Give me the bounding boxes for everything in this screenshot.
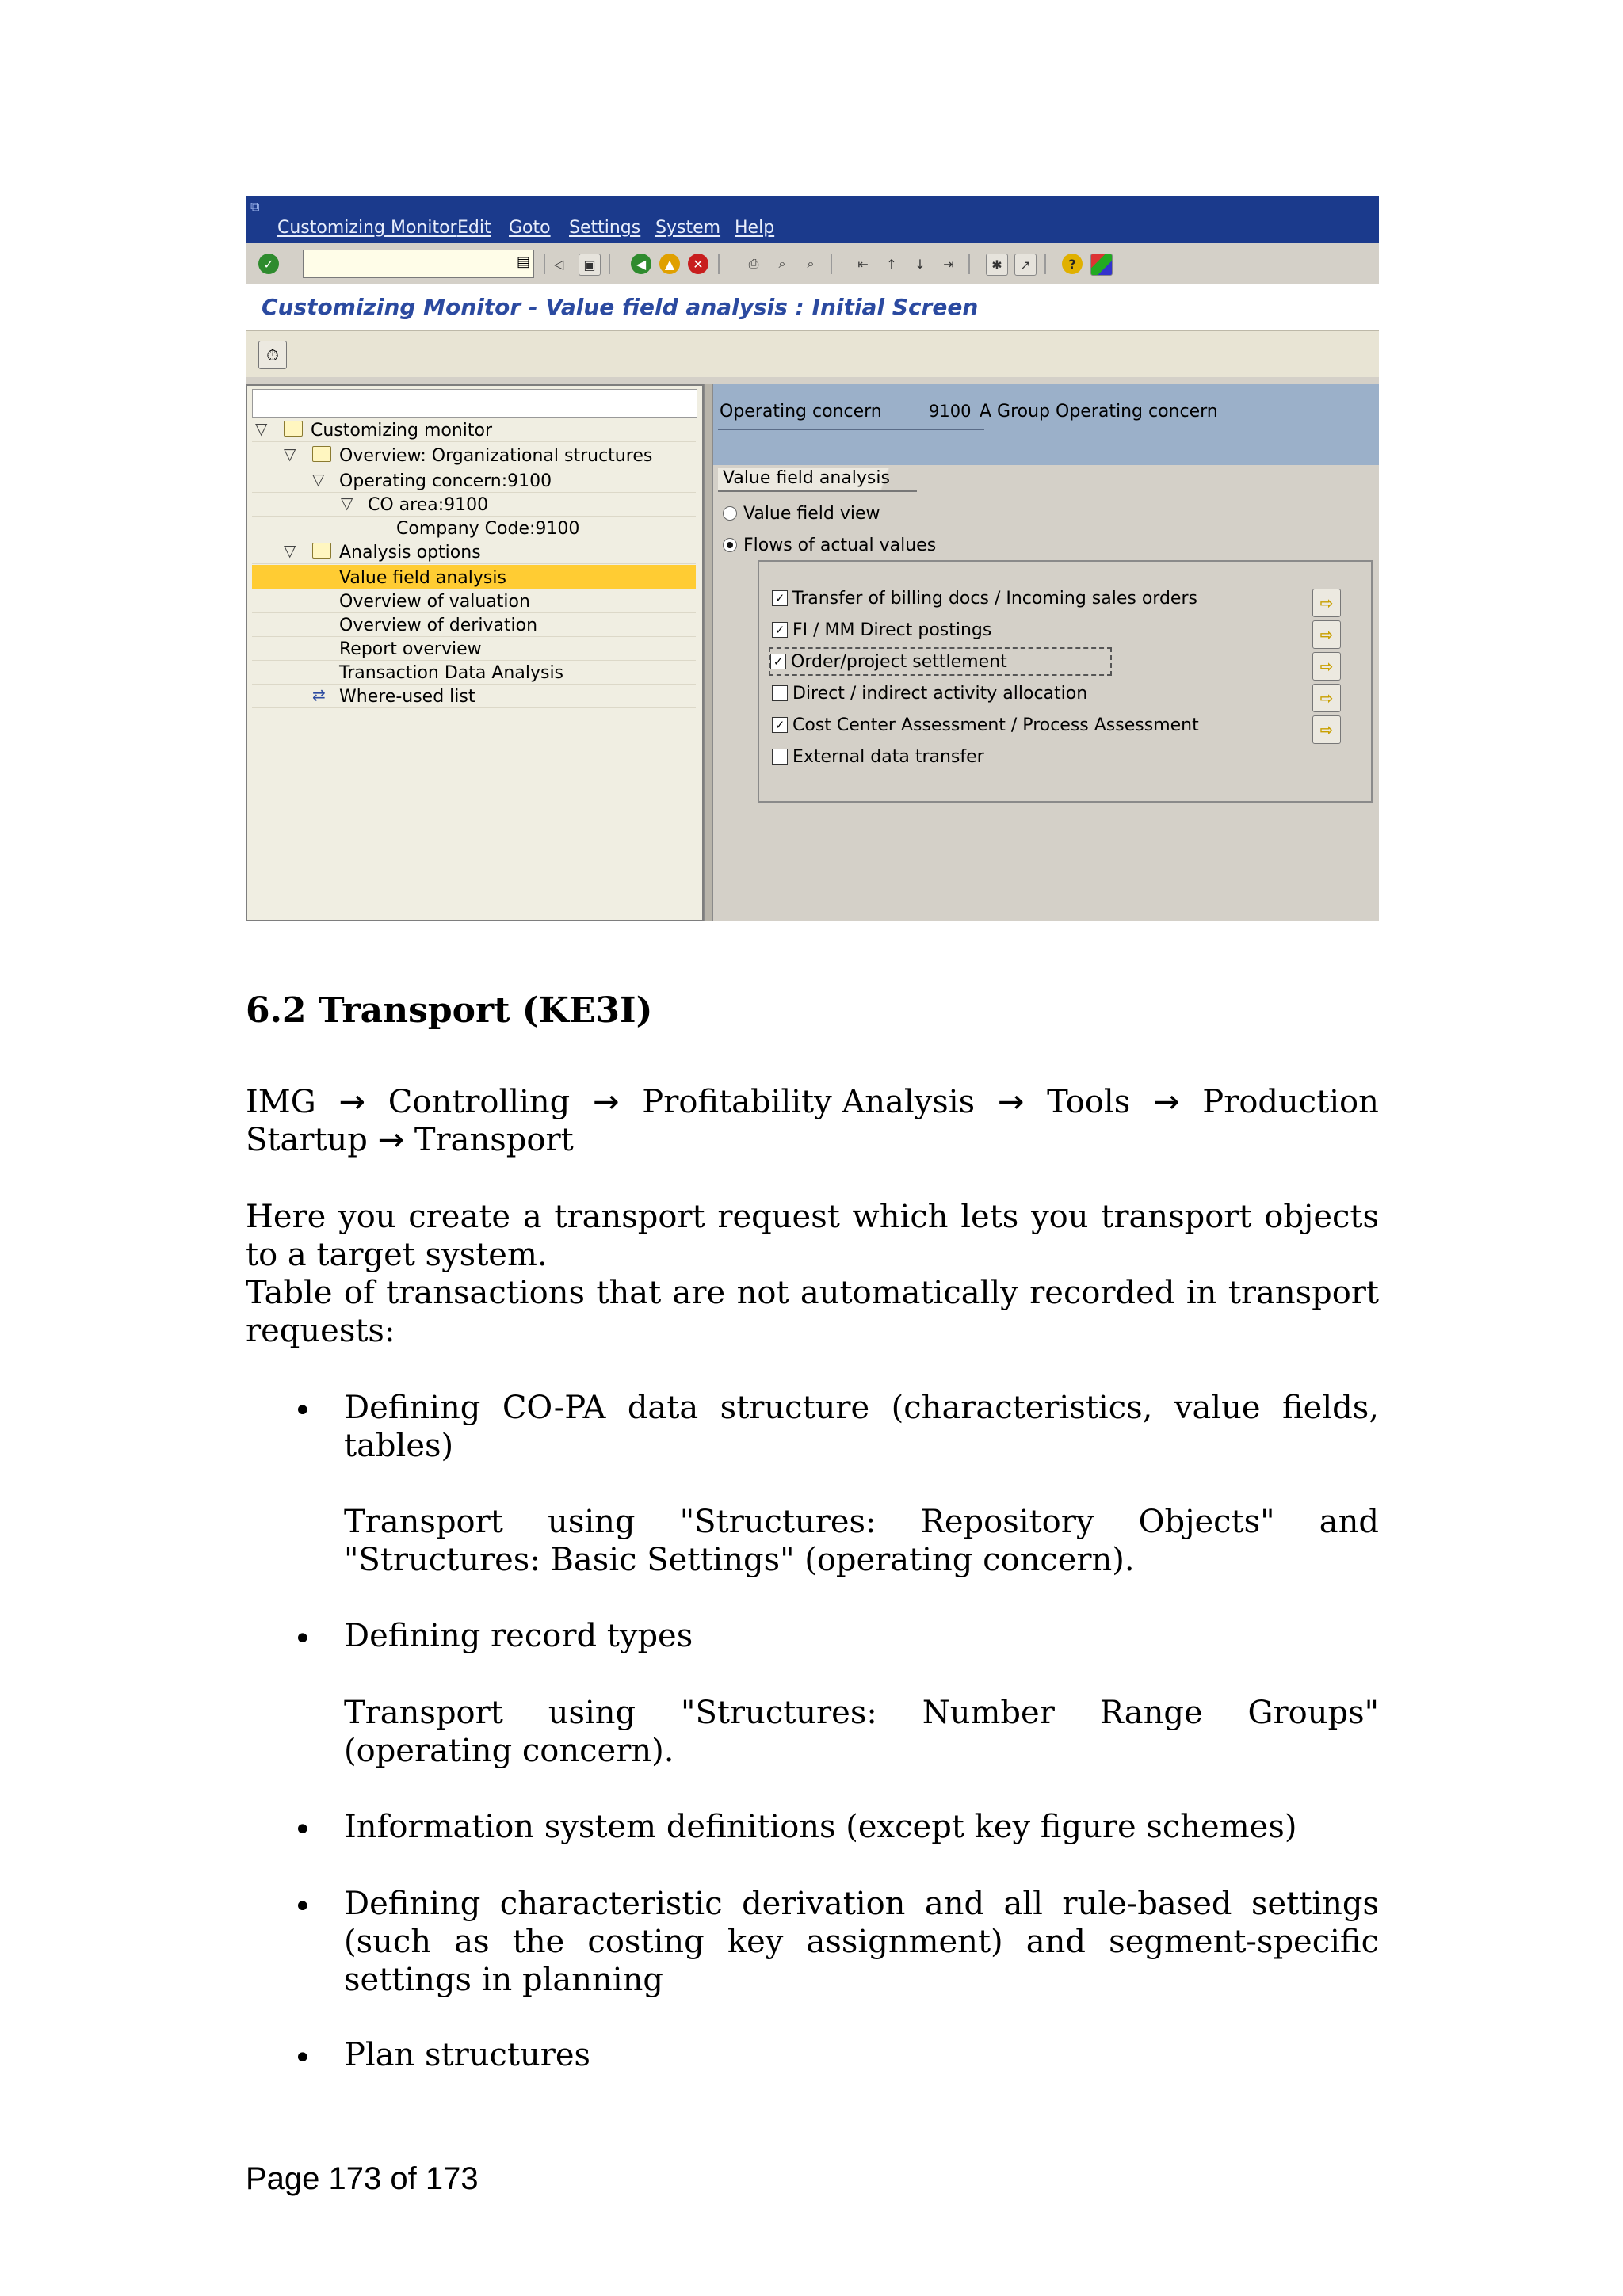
tree-node-label: Transaction Data Analysis	[339, 663, 564, 683]
img-path-continued	[246, 1121, 574, 1159]
tree-node[interactable]	[252, 636, 696, 661]
radio-label: Flows of actual values	[743, 535, 937, 555]
bullet-text: Information system definitions (except key figure schemes)	[344, 1809, 1297, 1845]
selection-pane	[713, 384, 1379, 921]
path-step: IMG	[246, 1084, 316, 1120]
navigate-arrow-button[interactable]: ⇨	[1312, 684, 1341, 712]
where-used-icon: ⇄	[312, 685, 326, 704]
checkbox-label: Transfer of billing docs / Incoming sales orders	[792, 588, 1197, 608]
navigate-arrow-button[interactable]: ⇨	[1312, 589, 1341, 617]
tree-node[interactable]	[252, 612, 696, 637]
menu-help[interactable]: Help	[735, 218, 775, 238]
tree-node-selected[interactable]	[252, 565, 696, 589]
path-step: Transport	[414, 1122, 574, 1158]
menu-bar	[246, 196, 1379, 243]
folder-icon	[284, 421, 303, 437]
tree-node[interactable]	[252, 418, 696, 442]
save-icon[interactable]: ▣	[579, 254, 601, 276]
operating-concern-underline	[718, 429, 984, 430]
toolbar-separator	[968, 254, 970, 274]
bullet-text: Defining CO-PA data structure (characteristics, value fields, tables)	[344, 1390, 1379, 1464]
checkbox-fi-mm-postings[interactable]	[772, 617, 991, 643]
system-menu-icon[interactable]: ⧉	[250, 199, 260, 214]
find-icon[interactable]: ⌕	[778, 256, 786, 271]
bullet-icon: •	[293, 1889, 312, 1925]
tree-node-label: Customizing monitor	[311, 421, 493, 441]
radio-button[interactable]	[723, 538, 737, 552]
sap-screenshot	[246, 196, 1379, 921]
create-session-icon[interactable]: ✱	[986, 254, 1008, 276]
folder-icon	[312, 446, 331, 462]
toolbar-separator	[609, 254, 610, 274]
find-next-icon[interactable]: ⌕	[807, 256, 815, 271]
expand-triangle-icon[interactable]: ▽	[284, 444, 296, 463]
navigate-arrow-button[interactable]: ⇨	[1312, 715, 1341, 744]
path-arrow-icon: →	[1153, 1084, 1180, 1120]
tree-node-label: Overview of valuation	[339, 592, 530, 612]
path-step: Production	[1202, 1084, 1379, 1120]
tree-node[interactable]	[252, 443, 696, 467]
page-footer: Page 173 of 173	[246, 2161, 479, 2196]
menu-edit[interactable]: Edit	[457, 218, 491, 238]
checkbox-billing-docs[interactable]	[772, 585, 1197, 611]
menu-system[interactable]: System	[655, 218, 721, 238]
operating-concern-header	[713, 384, 1379, 465]
checkbox[interactable]: ✓	[770, 654, 786, 669]
checkbox-cost-center-assessment[interactable]	[772, 712, 1199, 738]
toolbar-separator	[831, 254, 832, 274]
toolbar-separator	[544, 254, 545, 274]
bullet-icon: •	[293, 1812, 312, 1848]
tree-node-label: Operating concern:9100	[339, 471, 552, 491]
application-toolbar	[246, 330, 1379, 377]
checkbox[interactable]: ✓	[772, 622, 788, 638]
bullet-subtext: Transport using "Structures: Repository Objects" and "Structures: Basic Settings" (operating concern).	[344, 1504, 1379, 1578]
menu-goto[interactable]: Goto	[509, 218, 551, 238]
back-triangle-icon[interactable]: ◁	[553, 256, 564, 272]
tree-node[interactable]	[252, 684, 696, 708]
bullet-icon: •	[293, 1621, 312, 1657]
next-page-icon[interactable]: ↓	[915, 256, 926, 272]
bullet-subtext: Transport using "Structures: Number Range Groups" (operating concern).	[344, 1695, 1379, 1769]
exit-icon[interactable]: ▲	[659, 254, 680, 274]
tab-value-field-analysis[interactable]: Value field analysis	[718, 468, 917, 492]
expand-triangle-icon[interactable]: ▽	[255, 419, 268, 438]
radio-button[interactable]	[723, 506, 737, 521]
back-icon[interactable]: ◀	[631, 254, 651, 274]
checkbox-activity-allocation[interactable]	[772, 681, 1087, 706]
tree-node[interactable]	[252, 660, 696, 685]
command-list-icon[interactable]: ▤	[516, 254, 530, 270]
print-icon[interactable]: ⎙	[748, 256, 759, 271]
tree-node[interactable]	[252, 516, 696, 540]
checkbox-label: Cost Center Assessment / Process Assessment	[792, 715, 1199, 735]
path-arrow-icon: →	[377, 1122, 405, 1158]
tree-node[interactable]	[252, 492, 696, 517]
screen-title-bar	[246, 284, 1379, 330]
path-arrow-icon: →	[997, 1084, 1025, 1120]
folder-icon	[312, 543, 331, 559]
bullet-icon: •	[293, 2040, 312, 2077]
tree-node-label: Where-used list	[339, 687, 475, 707]
expand-triangle-icon[interactable]: ▽	[284, 541, 296, 560]
tree-node-label: Report overview	[339, 639, 482, 659]
checkbox-label: External data transfer	[792, 746, 984, 767]
navigate-arrow-button[interactable]: ⇨	[1312, 620, 1341, 649]
section-heading: 6.2 Transport (KE3I)	[246, 990, 653, 1031]
checkbox[interactable]: ✓	[772, 590, 788, 606]
cancel-icon[interactable]: ✕	[688, 254, 708, 274]
expand-triangle-icon[interactable]: ▽	[341, 494, 353, 513]
screen-title: Customizing Monitor - Value field analysis : Initial Screen	[262, 294, 979, 320]
checkbox-label: FI / MM Direct postings	[792, 620, 992, 640]
path-step: Tools	[1047, 1084, 1131, 1120]
menu-customizing-monitor[interactable]: Customizing Monitor	[277, 218, 457, 238]
tree-node-label: Analysis options	[339, 543, 481, 563]
navigate-arrow-button[interactable]: ⇨	[1312, 652, 1341, 681]
tree-node-label: Company Code:9100	[396, 519, 580, 539]
radio-label: Value field view	[743, 503, 880, 524]
img-path	[246, 1083, 1379, 1121]
checkbox[interactable]: ✓	[772, 717, 788, 733]
path-arrow-icon: →	[593, 1084, 620, 1120]
tree-node-label: Value field analysis	[339, 568, 506, 588]
path-step: Controlling	[388, 1084, 571, 1120]
checkbox[interactable]	[772, 749, 788, 765]
customizing-tree-pane	[246, 384, 704, 921]
intro-paragraph: Here you create a transport request which lets you transport objects to a target system.	[246, 1199, 1379, 1273]
tree-node[interactable]	[252, 589, 696, 613]
help-icon[interactable]: ?	[1062, 254, 1083, 274]
tree-node[interactable]	[252, 468, 696, 493]
checkbox-order-settlement[interactable]	[769, 647, 1112, 676]
standard-toolbar	[246, 243, 1379, 286]
checkbox[interactable]	[772, 685, 788, 701]
table-intro-paragraph: Table of transactions that are not automatically recorded in transport requests:	[246, 1275, 1379, 1349]
enter-check-icon[interactable]: ✓	[258, 254, 279, 274]
menu-settings[interactable]: Settings	[569, 218, 641, 238]
checkbox-label: Direct / indirect activity allocation	[792, 683, 1088, 704]
path-step: Startup	[246, 1122, 368, 1158]
expand-triangle-icon[interactable]: ▽	[312, 470, 325, 489]
radio-value-field-view[interactable]	[723, 502, 880, 525]
bullet-icon: •	[293, 1393, 312, 1429]
value-flows-group	[758, 560, 1373, 803]
execute-clock-icon: ⏱	[266, 345, 279, 364]
previous-page-icon[interactable]: ↑	[886, 256, 897, 272]
checkbox-label: Order/project settlement	[791, 651, 1007, 672]
layout-menu-icon[interactable]	[1090, 254, 1113, 276]
radio-flows-of-actual-values[interactable]	[723, 533, 936, 557]
shortcut-icon[interactable]: ↗	[1014, 254, 1037, 276]
path-step: Profitability Analysis	[642, 1084, 976, 1120]
path-arrow-icon: →	[338, 1084, 365, 1120]
first-page-icon[interactable]: ⇤	[857, 256, 869, 272]
operating-concern-description: A Group Operating concern	[980, 402, 1218, 421]
toolbar-separator	[1044, 254, 1046, 274]
tree-node-label: Overview of derivation	[339, 616, 538, 635]
command-field[interactable]	[303, 250, 534, 278]
operating-concern-value: 9100	[929, 402, 972, 421]
tree-node-label: CO area:9100	[368, 495, 489, 515]
bullet-text: Defining record types	[344, 1618, 693, 1654]
tree-header	[252, 389, 697, 418]
toolbar-separator	[718, 254, 720, 274]
last-page-icon[interactable]: ⇥	[943, 256, 954, 272]
checkbox-external-data-transfer[interactable]	[772, 744, 984, 769]
bullet-text: Plan structures	[344, 2037, 591, 2073]
operating-concern-label: Operating concern	[720, 402, 882, 421]
tree-node-label: Overview: Organizational structures	[339, 446, 653, 466]
execute-button[interactable]	[258, 341, 287, 369]
pane-splitter[interactable]	[704, 384, 713, 921]
tree-node[interactable]	[252, 540, 696, 564]
bullet-text: Defining characteristic derivation and all rule-based settings (such as the costing key assignment) and segment-specific settings in planning	[344, 1886, 1379, 1998]
